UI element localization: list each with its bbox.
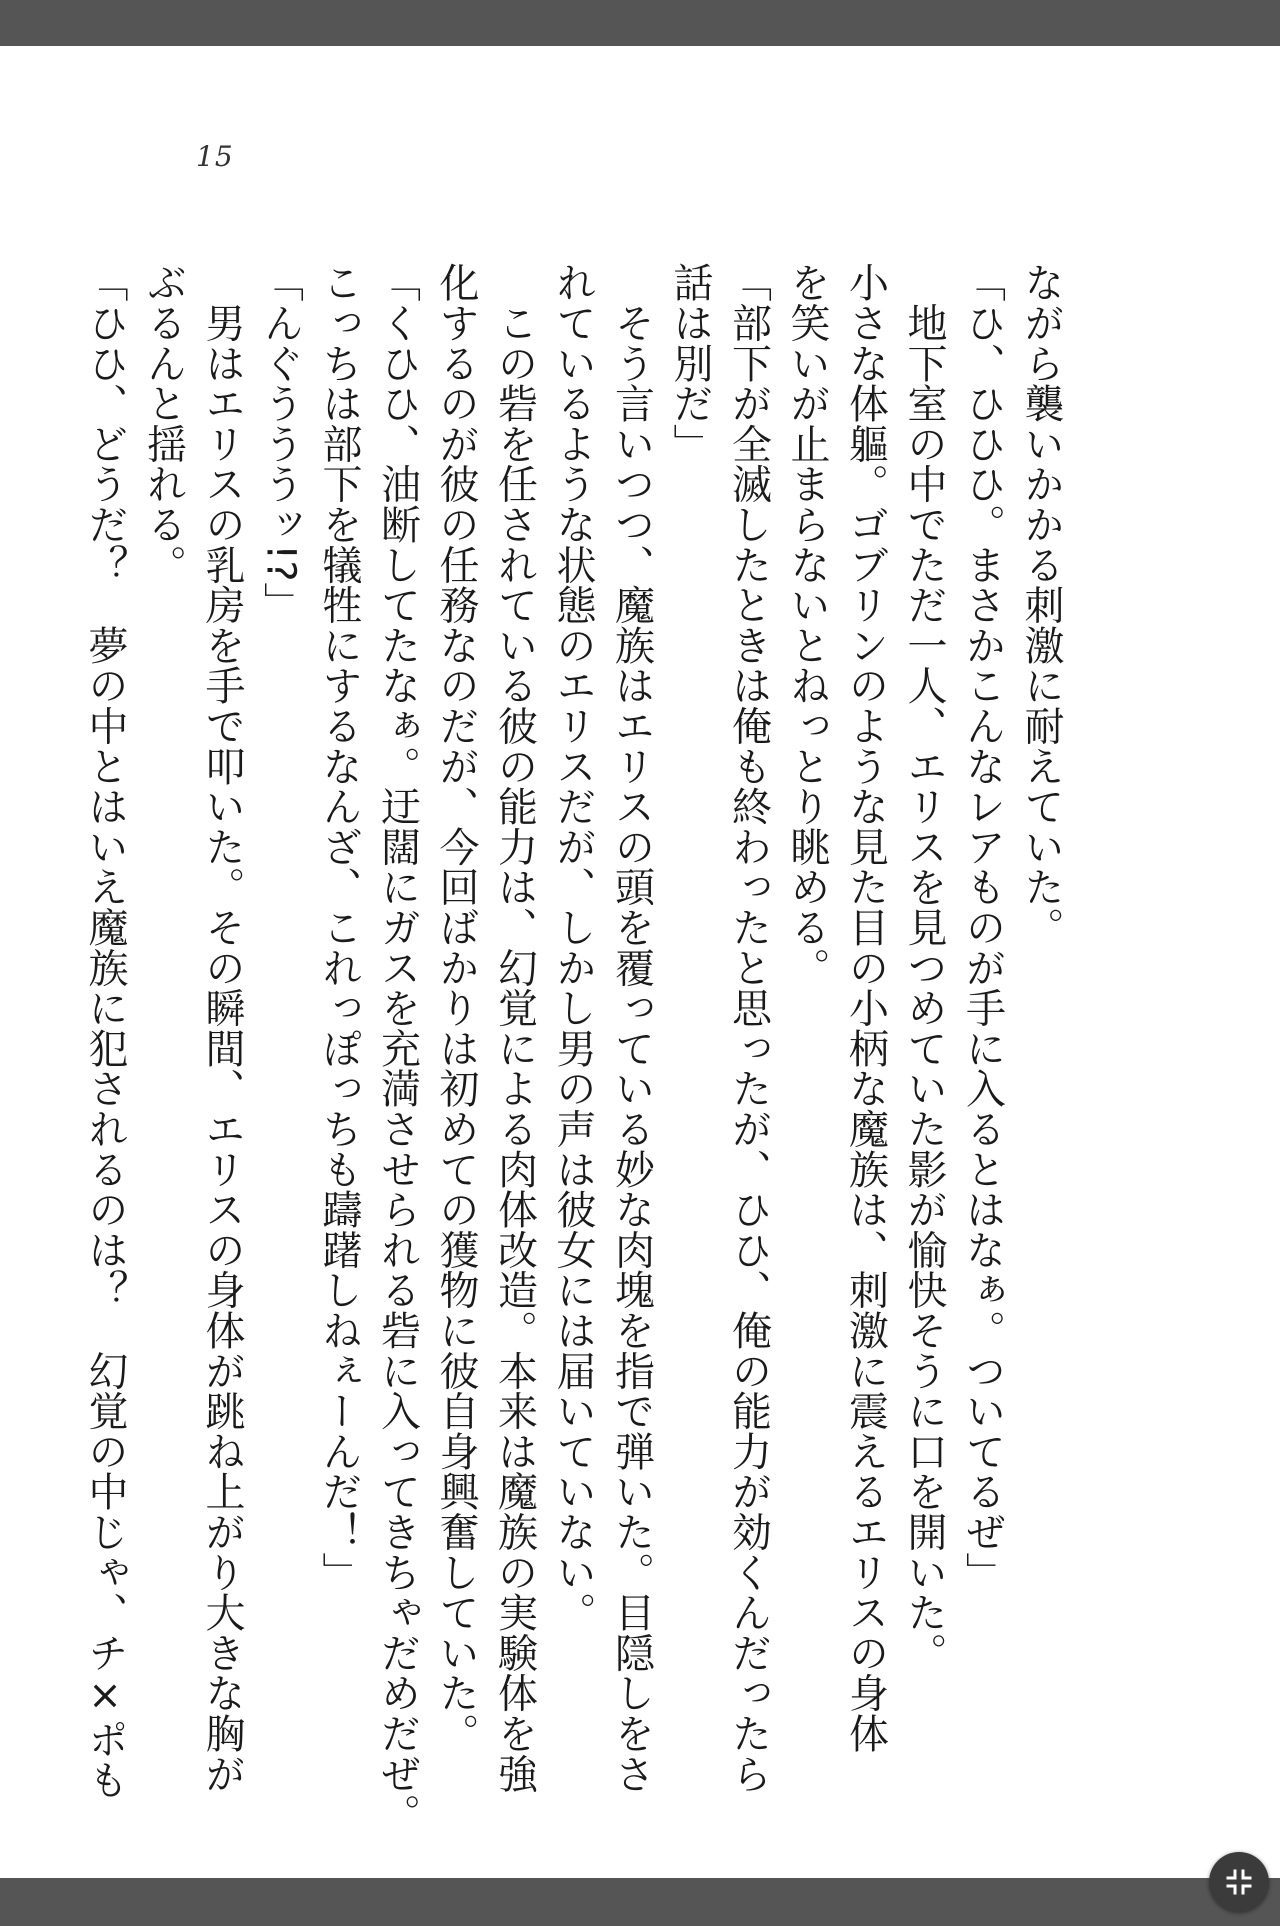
text-line: この砦を任されている彼の能力は、幻覚による肉体改造。本来は魔族の実験体を強 bbox=[491, 262, 538, 1794]
text-line: 「くひひ、油断してたなぁ。迂闊にガスを充満させられる砦に入ってきちゃだめだぜ。 bbox=[374, 262, 421, 1834]
text-line: 「ひ、ひひひ。まさかこんなレアものが手に入るとはなぁ。ついてるぜ」 bbox=[959, 262, 1006, 1592]
text-line: を笑いが止まらないとねっとり眺める。 bbox=[784, 262, 830, 988]
text-line: そう言いつつ、魔族はエリスの頭を覆っている妙な肉塊を指で弾いた。目隠しをさ bbox=[608, 262, 655, 1794]
fullscreen-exit-icon bbox=[1226, 1869, 1252, 1895]
text-line: 地下室の中でただ一人、エリスを見つめていた影が愉快そうに口を開いた。 bbox=[901, 262, 947, 1673]
exit-fullscreen-button[interactable] bbox=[1209, 1852, 1269, 1912]
text-line: こっちは部下を犠牲にするなんざ、これっぽっちも躊躇しねぇーんだ！」 bbox=[316, 262, 362, 1592]
text-line: 小さな体軀。ゴブリンのような見た目の小柄な魔族は、刺激に震えるエリスの身体 bbox=[842, 262, 889, 1754]
text-line: ぶるんと揺れる。 bbox=[140, 262, 187, 585]
text-line: 化するのが彼の任務なのだが、今回ばかりは初めての獲物に彼自身興奮していた。 bbox=[433, 262, 479, 1754]
text-line: 話は別だ」 bbox=[667, 262, 713, 464]
page-number: 15 bbox=[196, 140, 234, 173]
text-line: 男はエリスの乳房を手で叩いた。その瞬間、エリスの身体が跳ね上がり大きな胸が bbox=[199, 262, 245, 1794]
text-line: ながら襲いかかる刺激に耐えていた。 bbox=[1018, 262, 1064, 948]
top-toolbar bbox=[0, 0, 1280, 46]
bottom-toolbar bbox=[0, 1878, 1280, 1926]
text-line: 「んぐうううッ!?」 bbox=[257, 262, 304, 623]
text-line: れているような状態のエリスだが、しかし男の声は彼女には届いていない。 bbox=[550, 262, 596, 1633]
text-line: 「部下が全滅したときは俺も終わったと思ったが、ひひ、俺の能力が効くんだったら bbox=[725, 262, 772, 1794]
text-line: 「ひひ、どうだ？ 夢の中とはいえ魔族に犯されるのは？ 幻覚の中じゃ、チ×ポも bbox=[82, 262, 128, 1800]
page-text bbox=[82, 262, 1070, 1834]
